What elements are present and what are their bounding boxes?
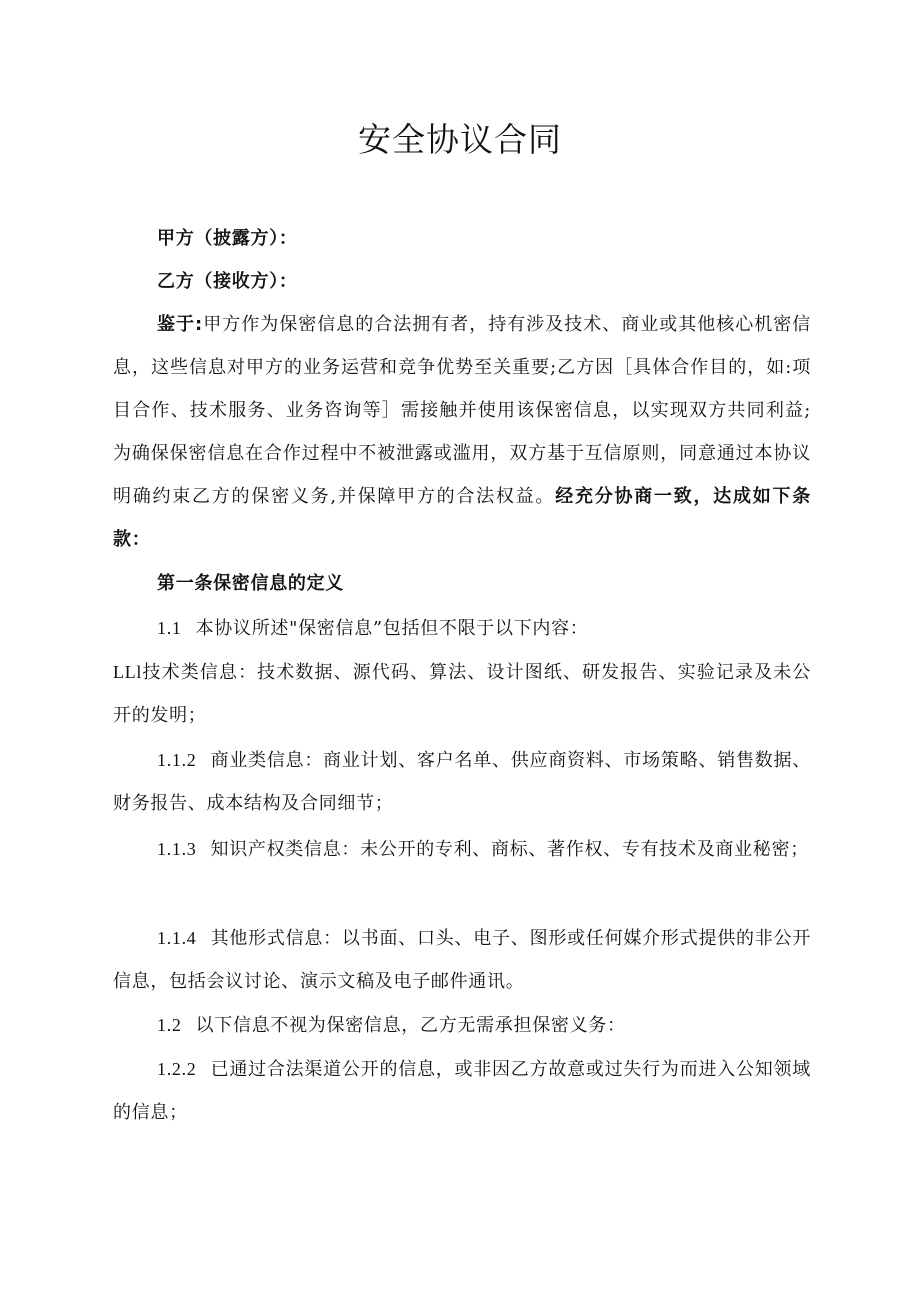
clause-text: 技术类信息：技术数据、源代码、算法、设计图纸、研发报告、实验记录及未公开的发明； [113,662,811,726]
clause-number: 1.2 [157,1015,182,1035]
clause-block [113,607,811,650]
clause-1-1-3 [113,828,811,871]
clause-1-2-2 [113,1048,811,1134]
clause-number: 1.2.2 [157,1059,197,1079]
clause-text: 本协议所述"保密信息”包括但不限于以下内容： [195,618,589,639]
whereas-label: 鉴于: [157,314,203,335]
party-b-label: 乙方（接收方）： [157,271,298,292]
clause-number: 1.1.2 [157,750,197,770]
clause-block [113,1048,811,1134]
clause-number: 1.1.3 [157,839,197,859]
clause-block [113,739,811,825]
clause-1-1-1 [113,651,811,737]
clause-block [113,651,811,737]
party-a-label: 甲方（披露方）： [157,228,298,249]
party-a-block [113,217,811,260]
clause-1-2 [113,1004,811,1047]
whereas-block [113,303,811,561]
clause-block [113,828,811,871]
clause-number: 1.1 [157,618,182,638]
party-b-block [113,260,811,303]
clause-text: 知识产权类信息：未公开的专利、商标、著作权、专有技术及商业秘密； [210,839,809,860]
clause-block [113,1004,811,1047]
clause-1-1 [113,607,811,650]
whereas-conclusion: 经充分协商一致，达成如下条款： [113,486,811,550]
clause-1-1-4 [113,917,811,1003]
clause-text: 商业类信息：商业计划、客户名单、供应商资料、市场策略、销售数据、财务报告、成本结构及合同细节； [113,750,811,814]
article-1-heading: 第一条保密信息的定义 [157,573,344,594]
whereas-paragraph [113,303,811,561]
clause-text: 以下信息不视为保密信息，乙方无需承担保密义务： [195,1015,626,1036]
whereas-text: 甲方作为保密信息的合法拥有者，持有涉及技术、商业或其他核心机密信息，这些信息对甲方的业务运营和竞争优势至关重要;乙方因［具体合作目的，如:项目合作、技术服务、业务咨询等］需接触并使用该保密信息，以实现双方共同利益;为确保保密信息在合作过程中不被泄露或滥用，双方基于互信原则，同意通过本协议明确约束乙方的保密义务,并保障甲方的合法权益。 [113,314,811,507]
clause-1-1-2 [113,739,811,825]
clause-text: 已通过合法渠道公开的信息，或非因乙方故意或过失行为而进入公知领域的信息； [113,1059,811,1123]
clause-block [113,917,811,1003]
article-1-block [113,562,811,605]
clause-number: 1.1.4 [157,928,197,948]
clause-number: LLl [113,662,143,682]
clause-text: 其他形式信息：以书面、口头、电子、图形或任何媒介形式提供的非公开信息，包括会议讨论、演示文稿及电子邮件通讯。 [113,928,811,992]
document-title: 安全协议合同 [358,120,562,159]
